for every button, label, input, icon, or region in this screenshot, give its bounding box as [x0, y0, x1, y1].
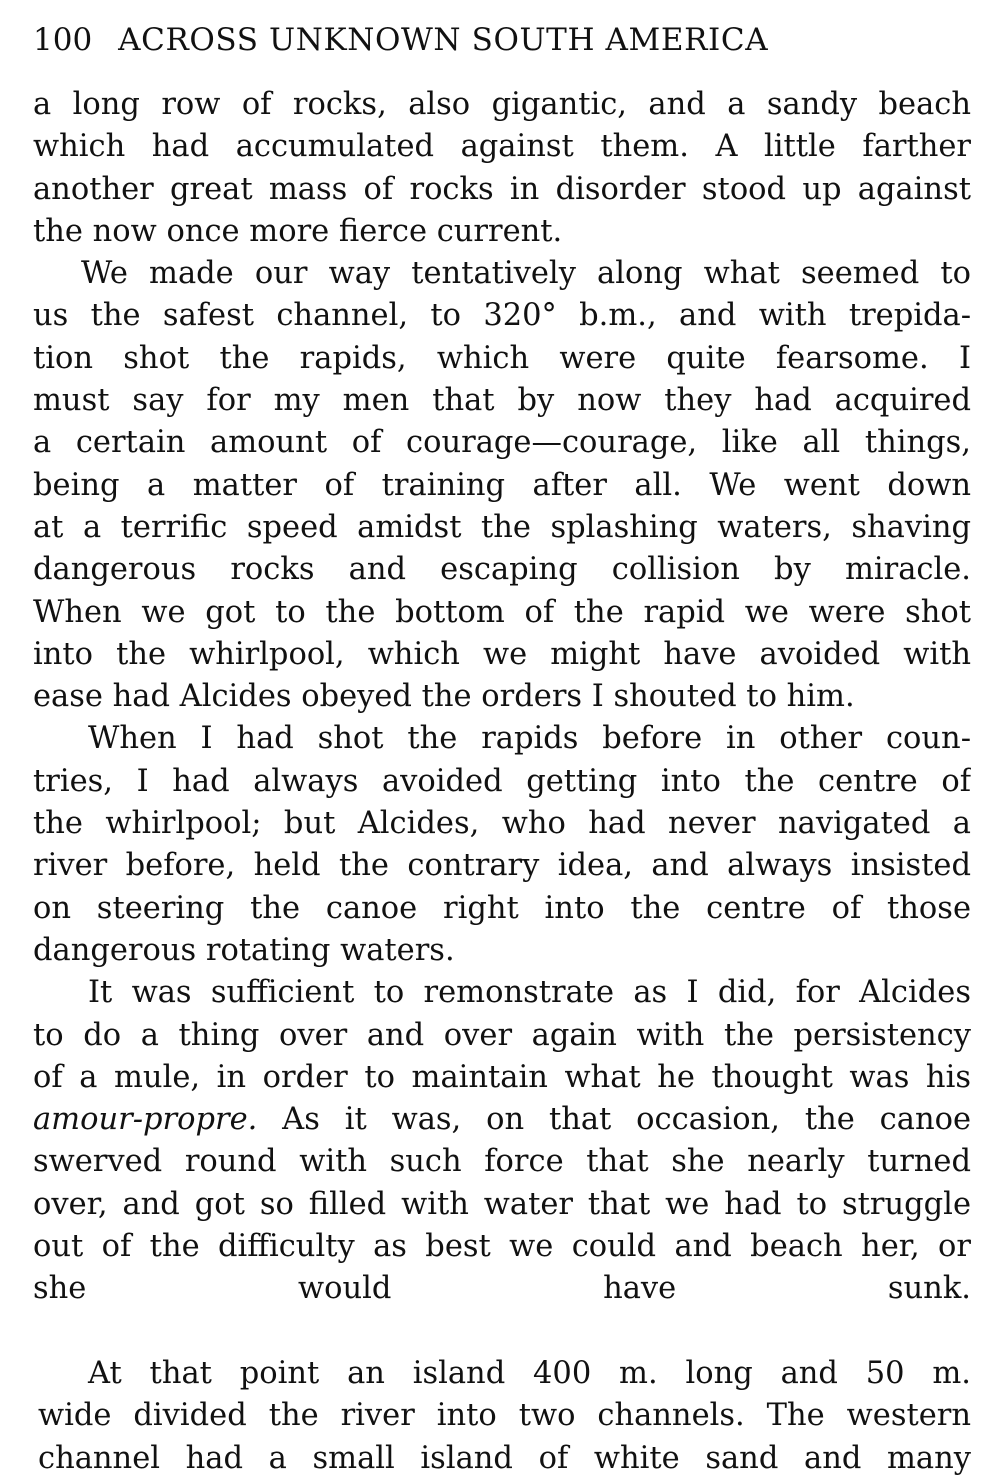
text-line: the whirlpool; but Alcides, who had never navigated a — [33, 806, 971, 842]
italic-phrase: amour-propre. — [33, 1102, 258, 1138]
text-line: over, and got so filled with water that we had to struggle — [33, 1186, 971, 1222]
running-header — [33, 22, 970, 68]
text-line: a certain amount of courage—courage, like all things, — [33, 425, 971, 461]
text-line: of a mule, in order to maintain what he thought was his — [33, 1059, 971, 1095]
text-line: being a matter of training after all. We went down — [33, 467, 971, 503]
text-line: the now once more fierce current. — [33, 213, 563, 249]
text-line: she would have sunk. — [33, 1271, 971, 1307]
text-line: which had accumulated against them. A little farther — [33, 129, 971, 165]
text-line: to do a thing over and over again with the persistency — [33, 1017, 971, 1053]
paragraph — [33, 253, 971, 718]
paragraph — [33, 972, 971, 1353]
line-remainder: As it was, on that occasion, the canoe — [257, 1102, 971, 1138]
text-line: river before, held the contrary idea, and always insisted — [33, 848, 971, 884]
paragraph — [33, 84, 971, 253]
text-line: swerved round with such force that she nearly turned — [33, 1144, 971, 1180]
text-line: channel had a small island of white sand and many — [38, 1440, 971, 1476]
text-line: ease had Alcides obeyed the orders I shouted to him. — [33, 679, 855, 715]
text-line: must say for my men that by now they had acquired — [33, 383, 971, 419]
text-line — [33, 1311, 971, 1353]
paragraph — [33, 1353, 971, 1480]
text-line — [33, 1099, 971, 1141]
text-line: a long row of rocks, also gigantic, and a sandy beach — [33, 87, 971, 122]
text-line: at a terrific speed amidst the splashing waters, shaving — [33, 509, 971, 545]
text-line: wide divided the river into two channels. The western — [38, 1398, 971, 1434]
text-line: When we got to the bottom of the rapid we were shot — [33, 594, 971, 630]
text-line: dangerous rotating waters. — [33, 932, 455, 968]
text-line: When I had shot the rapids before in other coun- — [88, 721, 971, 757]
body-text — [33, 84, 971, 1480]
text-line: We made our way tentatively along what seemed to — [81, 256, 971, 292]
text-line: another great mass of rocks in disorder stood up against — [33, 171, 971, 207]
text-line: It was sufficient to remonstrate as I did, for Alcides — [88, 975, 971, 1011]
text-line: tries, I had always avoided getting into the centre of — [33, 763, 971, 799]
text-line: into the whirlpool, which we might have avoided with — [33, 636, 971, 672]
text-line: tion shot the rapids, which were quite fearsome. I — [33, 340, 971, 376]
text-line: out of the difficulty as best we could and beach her, or — [33, 1229, 971, 1265]
text-line: At that point an island 400 m. long and 50 m. — [88, 1355, 971, 1391]
text-line: dangerous rocks and escaping collision by miracle. — [33, 552, 971, 588]
text-line: on steering the canoe right into the centre of those — [33, 890, 971, 926]
paragraph — [33, 718, 971, 972]
page-number: 100 — [33, 22, 93, 58]
running-title: ACROSS UNKNOWN SOUTH AMERICA — [118, 22, 769, 58]
text-line: us the safest channel, to 320° b.m., and with trepida- — [33, 298, 971, 334]
